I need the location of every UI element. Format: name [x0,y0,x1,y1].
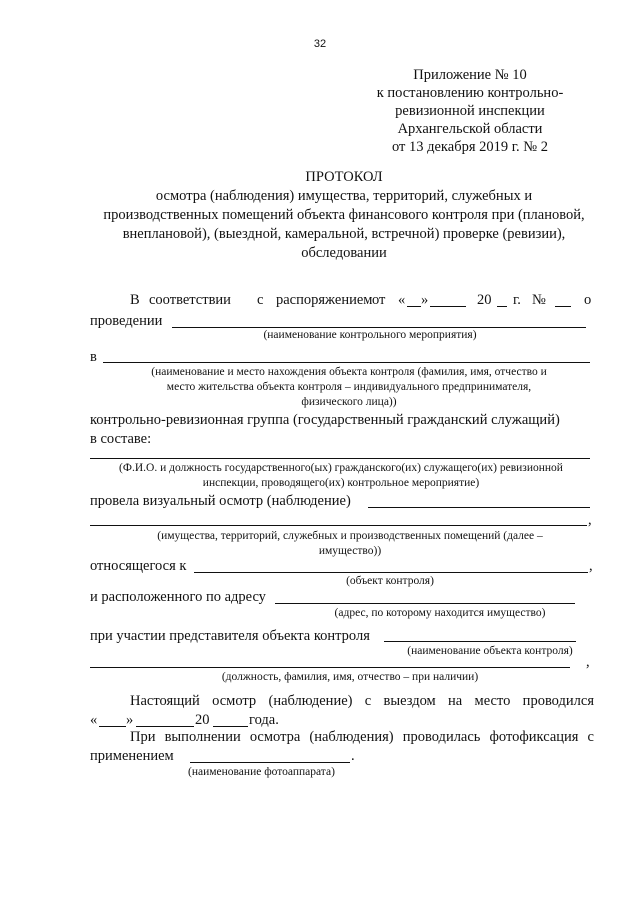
p1-word: о [584,292,592,308]
inspection-field-2[interactable] [90,525,587,526]
inspection-field-1[interactable] [368,507,590,508]
inspection-comma: , [588,512,592,528]
group-line: контрольно-ревизионная группа (государственный гражданский служащий) [90,412,560,428]
representative-prefix: при участии представителя объекта контроля [90,628,370,644]
title-line: внеплановой), (выездной, камеральной, встречной) проверке (ревизии), [122,226,566,242]
visit-year-suffix: года. [249,712,279,728]
title-line: производственных помещений объекта финансового контроля при (плановой, [103,207,585,223]
number-sign: № [532,292,546,308]
inspection-caption: имущество)) [318,545,382,557]
representative-caption: (должность, фамилия, имя, отчество – при наличии) [221,671,479,683]
appendix-line: от 13 декабря 2019 г. № 2 [391,139,549,155]
location-field[interactable] [103,362,590,363]
title-heading: ПРОТОКОЛ [305,169,383,185]
appendix-line: к постановлению контрольно- [376,85,564,101]
appendix-line: ревизионной инспекции [395,103,545,119]
group-caption: (Ф.И.О. и должность государственного(ых) гражданского(их) служащего(их) ревизионной [119,462,563,474]
title-line: обследовании [301,245,387,261]
object-comma: , [589,558,593,574]
p1-word: от [372,292,386,308]
photo-line: При выполнении осмотра (наблюдения) проводилась фотофиксация с [130,729,594,745]
group-members-field[interactable] [90,458,590,459]
order-number-blank[interactable] [555,306,571,307]
location-caption: (наименование и место нахождения объекта контроля (фамилия, имя, отчество и [151,366,547,378]
visit-date-close: » [126,712,134,728]
document-title [88,168,600,263]
photo-period: . [351,748,355,764]
object-caption: (объект контроля) [346,575,434,587]
page-number: 32 [313,38,327,50]
visit-day-blank[interactable] [99,726,126,727]
visit-year: 20 [195,712,210,728]
group-caption: инспекции, проводящего(их) контрольное мероприятие) [202,477,480,489]
year-prefix: 20 [477,292,492,308]
representative-caption: (наименование объекта контроля) [407,645,573,657]
month-blank[interactable] [430,306,466,307]
year-blank[interactable] [497,306,507,307]
p1-word: соответствии [149,292,231,308]
appendix-header [340,66,600,156]
location-caption: физического лица)) [301,396,397,408]
representative-field-1[interactable] [384,641,576,642]
date-close-quote: » [421,292,429,308]
address-caption: (адрес, по которому находится имущество) [334,607,546,619]
control-event-caption: (наименование контрольного мероприятия) [263,329,477,341]
object-field[interactable] [194,572,588,573]
object-prefix: относящегося к [90,558,187,574]
visit-date-open: « [90,712,98,728]
location-caption: место жительства объекта контроля – индивидуального предпринимателя, [166,381,532,393]
appendix-line: Архангельской области [397,121,543,137]
inspection-prefix: провела визуальный осмотр (наблюдение) [90,493,351,509]
appendix-line: Приложение № 10 [413,67,527,83]
address-field[interactable] [275,603,575,604]
date-open-quote: « [398,292,406,308]
year-suffix: г. [513,292,521,308]
control-event-field[interactable] [172,327,586,328]
camera-caption: (наименование фотоаппарата) [188,766,335,778]
representative-field-2[interactable] [90,667,570,668]
p1-word: В [130,292,140,308]
address-prefix: и расположенного по адресу [90,589,266,605]
inspection-caption: (имущества, территорий, служебных и производственных помещений (далее – [157,530,543,542]
location-prefix: в [90,349,97,365]
p1-line2-prefix: проведении [90,313,163,329]
visit-month-blank[interactable] [136,726,194,727]
group-line: в составе: [90,431,152,447]
visit-line: Настоящий осмотр (наблюдение) с выездом на место проводился [130,693,594,709]
title-line: осмотра (наблюдения) имущества, территорий, служебных и [155,188,533,204]
photo-prefix: применением [90,748,174,764]
representative-comma: , [586,654,590,670]
day-blank[interactable] [407,306,421,307]
p1-word: распоряжением [276,292,373,308]
visit-year-blank[interactable] [213,726,248,727]
p1-word: с [257,292,264,308]
camera-field[interactable] [190,762,350,763]
